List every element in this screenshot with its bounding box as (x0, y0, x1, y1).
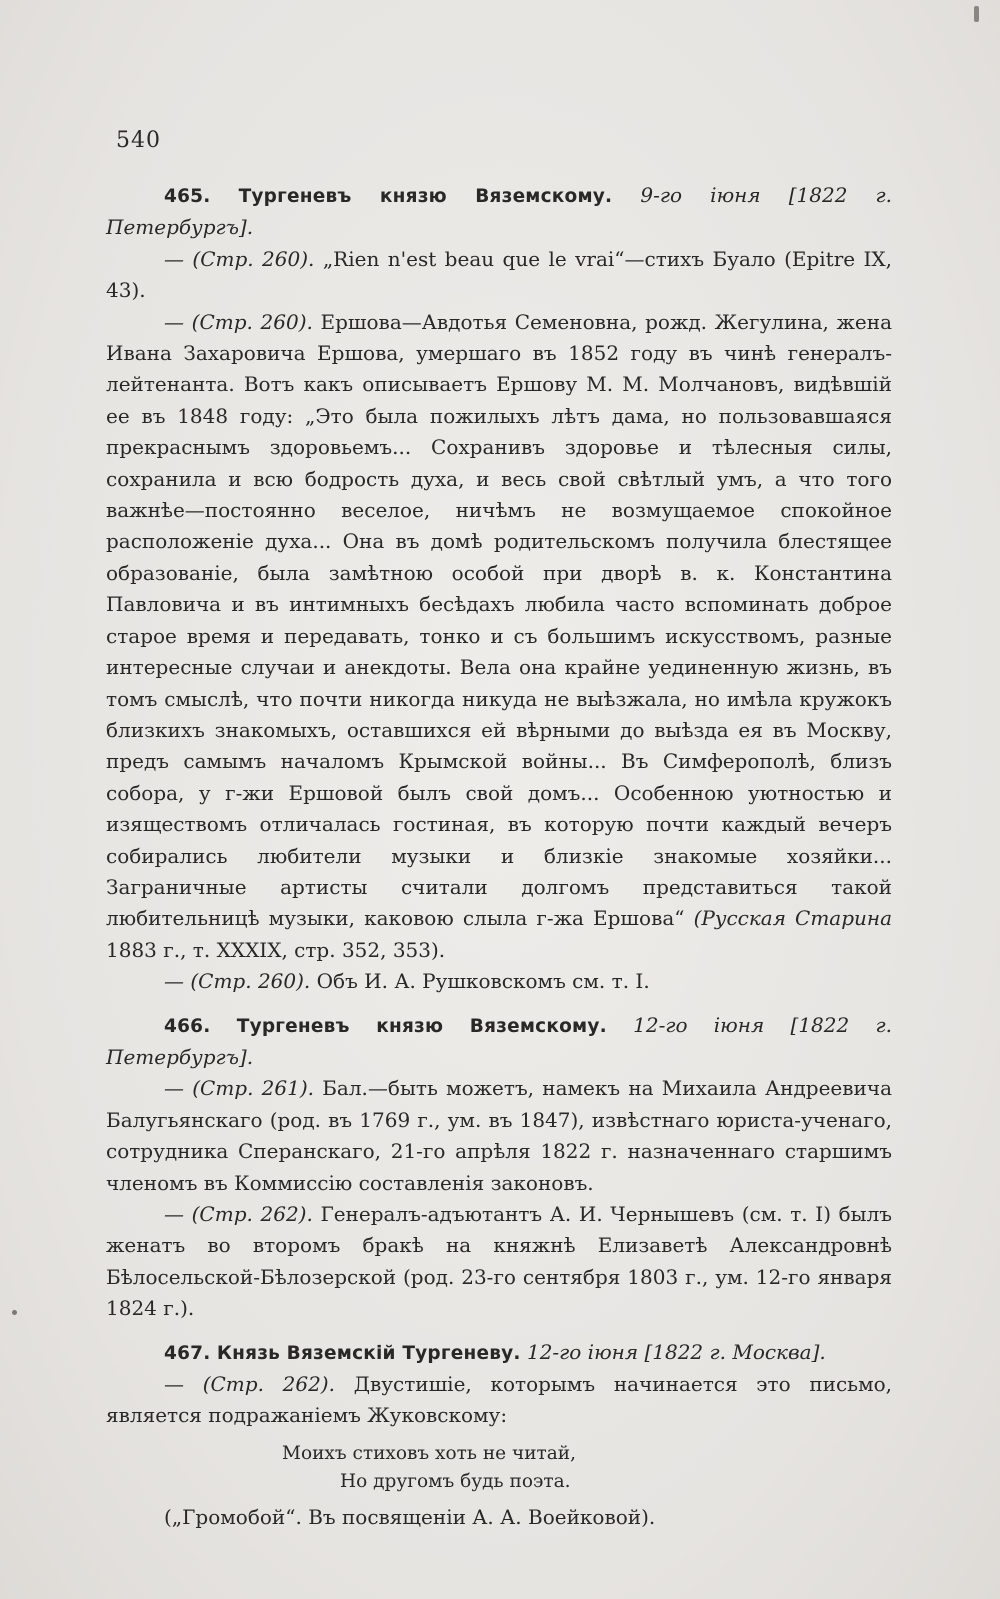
entry-466 (106, 1010, 892, 1325)
entry-date: 12-го іюня [1822 г. Москва]. (526, 1339, 826, 1364)
entry-title: Тургеневъ князю Вяземскому. (238, 186, 613, 207)
verse-line: Но другомъ будь поэта. (340, 1470, 571, 1492)
note (106, 1073, 892, 1199)
source-details: 1883 г., т. XXXIX, стр. 352, 353). (106, 937, 446, 962)
entry-heading (106, 1337, 892, 1369)
scan-mark (974, 6, 979, 22)
entry-465 (106, 180, 892, 998)
note-text: „Rien n'est beau que le vrai“—стихъ Буало (Epitre IX, 43). (106, 246, 893, 303)
note (106, 1369, 892, 1432)
entry-467 (106, 1337, 892, 1534)
verse-quote (106, 1440, 892, 1496)
entry-date: 12-го іюня [1822 г. Петербургъ]. (106, 1012, 892, 1069)
source-title: (Русская Старина (693, 906, 893, 931)
entry-number: 465. (164, 186, 211, 207)
verse-line: Моихъ стиховъ хоть не читай, (282, 1442, 577, 1464)
entry-heading (106, 180, 892, 244)
entry-number: 466. (164, 1015, 211, 1037)
entry-title: Князь Вяземскій Тургеневу. (216, 1342, 521, 1364)
note-text: Генералъ-адъютантъ А. И. Чернышевъ (см. т. I) былъ женатъ во второмъ бракѣ на княжнѣ Елизаветѣ Александровнѣ Бѣлосельской-Бѣлозерской (род. 23-го сентября 1803 г., ум. 12-го января 1824 г.). (106, 1202, 893, 1321)
scan-mark (12, 1310, 17, 1315)
page-reference: — (Стр. 262). (164, 1202, 313, 1226)
page-reference: — (Стр. 262). (164, 1372, 335, 1397)
page-reference: — (Стр. 260). (164, 309, 313, 334)
page-reference: — (Стр. 260). (164, 969, 311, 994)
entry-date: 9-го іюня [1822 г. Петербургъ]. (106, 183, 893, 240)
page-reference: — (Стр. 260). (164, 246, 315, 271)
note-text: Объ И. А. Рушковскомъ см. т. I. (316, 969, 650, 994)
note-text: Бал.—быть можетъ, намекъ на Михаила Андреевича Балугьянскаго (род. въ 1769 г., ум. въ 1847), извѣстнаго юриста-ученаго, сотрудника Сперанскаго, 21-го апрѣля 1822 г. назначеннаго старшимъ членомъ въ Коммиссію составленія законовъ. (106, 1076, 892, 1195)
note (106, 1199, 892, 1325)
verse-source: („Громобой“. Въ посвященіи А. А. Воейковой). (164, 1504, 656, 1529)
entry-title: Тургеневъ князю Вяземскому. (236, 1015, 607, 1037)
note (106, 966, 892, 997)
note-text: Ершова—Авдотья Семеновна, рожд. Жегулина, жена Ивана Захаровича Ершова, умершаго въ 1852 году въ чинѣ генералъ-лейтенанта. Вотъ какъ описываетъ Ершову М. М. Молчановъ, видѣвшій ее въ 1848 году: „Это была пожилыхъ лѣтъ дама, но пользовавшаяся прекраснымъ здоровьемъ... Сохранивъ здоровье и тѣлесныя силы, сохранила и всю бодрость духа, и весь свой свѣтлый умъ, а что того важнѣе—постоянно веселое, ничѣмъ не возмущаемое спокойное расположеніе духа... Она въ домѣ родительскомъ получила блестящее образованіе, была замѣтною особой при дворѣ в. к. Константина Павловича и въ интимныхъ бесѣдахъ любила часто вспоминать доброе старое время и передавать, тонко и съ большимъ искусствомъ, разные интересные случаи и анекдоты. Вела она крайне уединенную жизнь, въ томъ смыслѣ, что почти никогда никуда не выѣзжала, но имѣла кружокъ близкихъ знакомыхъ, оставшихся ей вѣрными до выѣзда ея въ Москву, предъ самымъ началомъ Крымской войны... Въ Симферополѣ, близъ собора, у г-жи Ершовой былъ свой домъ... Особенною уютностью и изяществомъ отличалась гостиная, въ которую почти каждый вечеръ собирались любители музыки и близкіе знакомые хозяйки... Заграничные артисты считали долгомъ представиться такой любительницѣ музыки, каковою слыла г-жа Ершова“ (106, 309, 893, 931)
entry-heading (106, 1010, 892, 1074)
page-content (106, 180, 892, 1533)
note (106, 307, 892, 967)
entry-number: 467. (164, 1342, 211, 1364)
note-text: Двустишіе, которымъ начинается это письмо, является подражаніемъ Жуковскому: (106, 1372, 893, 1428)
page-reference: — (Стр. 261). (164, 1076, 315, 1101)
page-number: 540 (116, 128, 161, 153)
note (106, 244, 892, 307)
